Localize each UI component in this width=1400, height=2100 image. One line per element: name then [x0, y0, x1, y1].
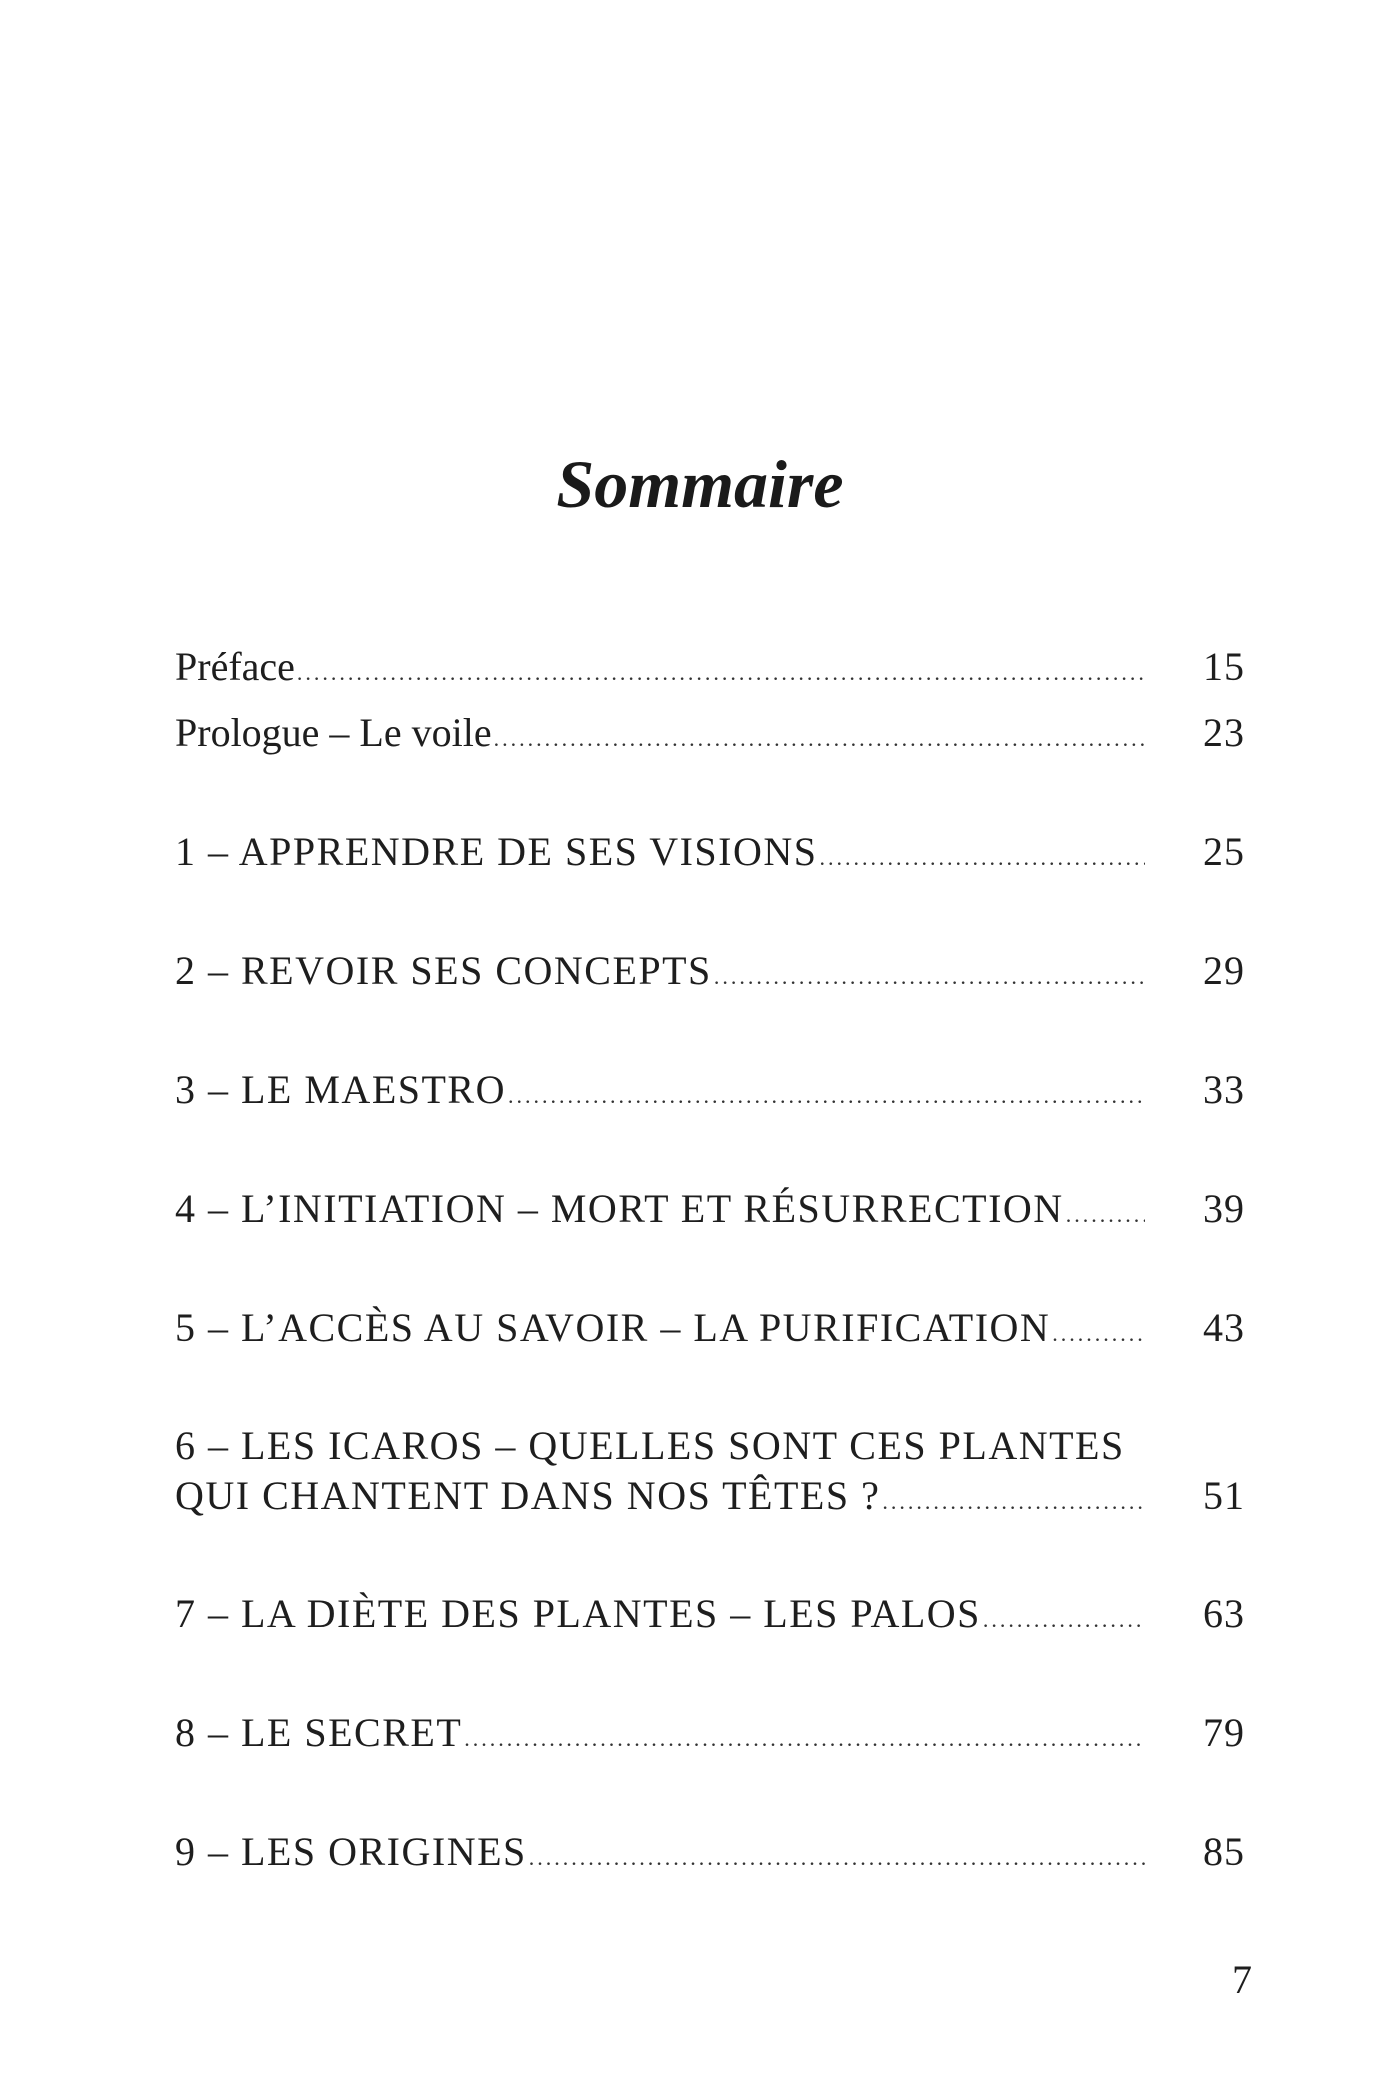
toc-entry-chapter-4: [175, 1184, 1245, 1240]
toc-entry-chapter-7: [175, 1589, 1245, 1645]
toc-entry-page: 79: [1203, 1710, 1245, 1755]
toc-entry-title: 4 – L’INITIATION – MORT ET RÉSURRECTION: [175, 1186, 1064, 1231]
dot-leader: [820, 833, 1146, 883]
toc-entry-title: QUI CHANTENT DANS NOS TÊTES ?: [175, 1473, 881, 1518]
toc-entry-chapter-5: [175, 1303, 1245, 1359]
toc-entry-title: 1 – APPRENDRE DE SES VISIONS: [175, 829, 818, 874]
toc-entry-chapter-8: [175, 1708, 1245, 1764]
dot-leader: [297, 648, 1145, 698]
toc-entry-title-line-1: 6 – LES ICAROS – QUELLES SONT CES PLANTES: [175, 1423, 1125, 1468]
toc-entry-page: 15: [1203, 644, 1245, 689]
toc-entry-page: 25: [1203, 829, 1245, 874]
toc-entry-chapter-2: [175, 946, 1245, 1002]
toc-entry-title: Prologue – Le voile: [175, 710, 492, 755]
toc-entry-title: 5 – L’ACCÈS AU SAVOIR – LA PURIFICATION: [175, 1305, 1051, 1350]
toc-entry-chapter-9: [175, 1827, 1245, 1883]
page-number: 7: [1232, 1957, 1252, 2002]
dot-leader: [714, 952, 1145, 1002]
toc-entry-title: 8 – LE SECRET: [175, 1710, 463, 1755]
toc-entry-page: 23: [1203, 710, 1245, 755]
toc-entry-title: 9 – LES ORIGINES: [175, 1829, 527, 1874]
dot-leader: [494, 714, 1145, 764]
toc-entry-prologue: [175, 708, 1245, 764]
dot-leader: [983, 1595, 1145, 1645]
toc-entry-page: 29: [1203, 948, 1245, 993]
toc-entry-title: 2 – REVOIR SES CONCEPTS: [175, 948, 712, 993]
toc-entry-page: 51: [1203, 1473, 1245, 1518]
toc-entry-page: 33: [1203, 1067, 1245, 1112]
toc-entry-page: 39: [1203, 1186, 1245, 1231]
dot-leader: [882, 1477, 1145, 1527]
dot-leader: [1066, 1190, 1145, 1240]
toc-entry-preface: [175, 642, 1245, 698]
dot-leader: [508, 1071, 1145, 1121]
toc-entry-title: 7 – LA DIÈTE DES PLANTES – LES PALOS: [175, 1591, 981, 1636]
dot-leader: [464, 1714, 1145, 1764]
toc-entry-chapter-3: [175, 1065, 1245, 1121]
dot-leader: [529, 1833, 1145, 1883]
page-title: Sommaire: [556, 446, 844, 522]
toc-entry-chapter-6: [175, 1421, 1245, 1527]
toc-entry-title: Préface: [175, 644, 295, 689]
toc-entry-title: 3 – LE MAESTRO: [175, 1067, 506, 1112]
toc-entry-chapter-1: [175, 827, 1245, 883]
toc-entry-page: 63: [1203, 1591, 1245, 1636]
toc-entry-page: 85: [1203, 1829, 1245, 1874]
dot-leader: [1052, 1309, 1145, 1359]
toc-entry-page: 43: [1203, 1305, 1245, 1350]
